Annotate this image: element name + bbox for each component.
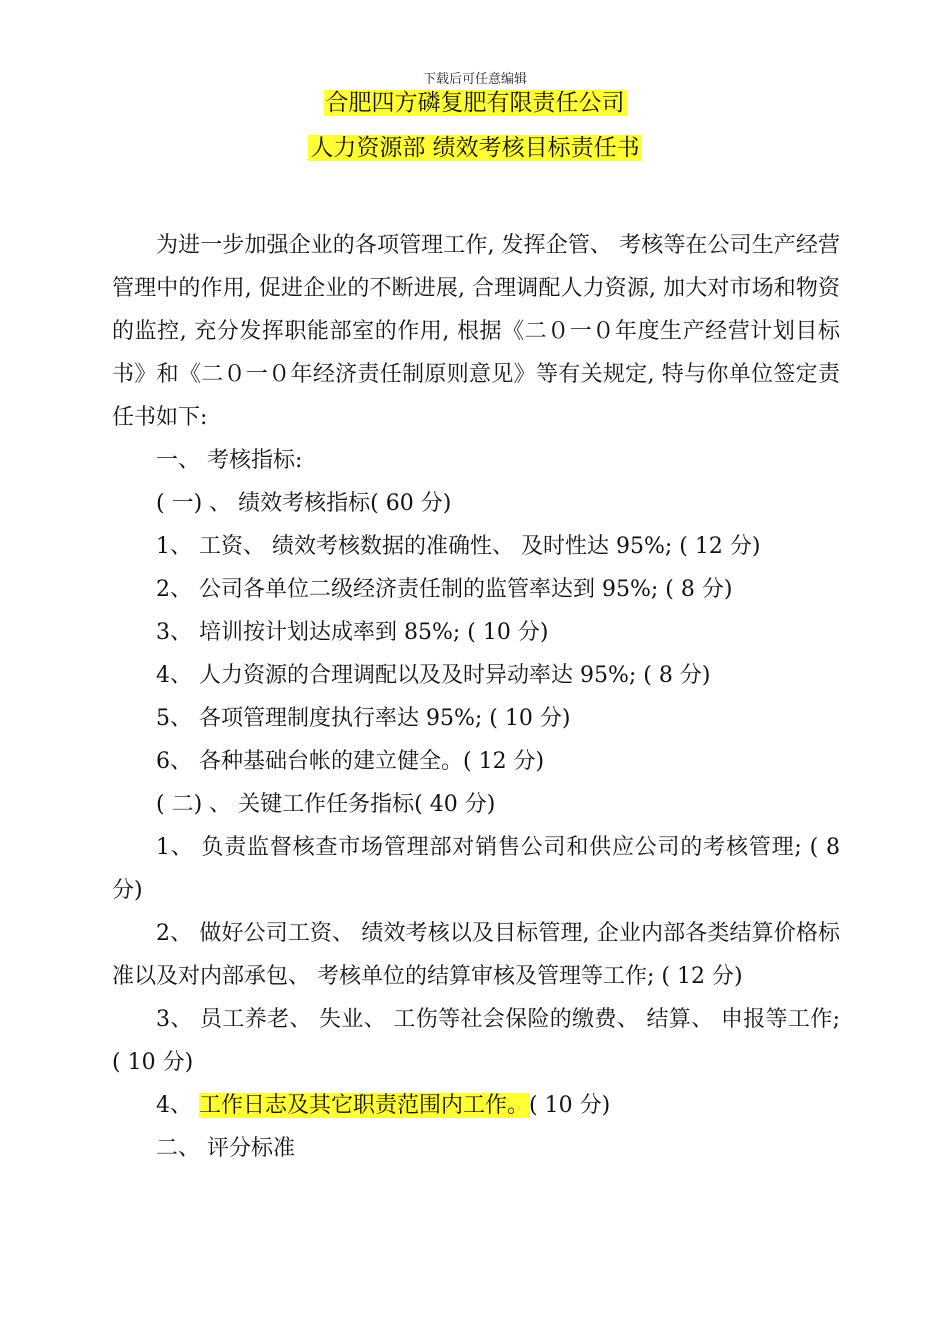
list-item: 2、 公司各单位二级经济责任制的监管率达到 95%; ( 8 分): [156, 577, 733, 602]
list-item: 1、 工资、 绩效考核数据的准确性、 及时性达 95%; ( 12 分): [156, 534, 761, 559]
section-heading-1: 一、 考核指标:: [156, 448, 303, 473]
list-item: 2、 做好公司工资、 绩效考核以及目标管理, 企业内部各类结算价格标准以及对内部承包、 考核单位的结算审核及管理等工作; ( 12 分): [112, 921, 840, 989]
subsection-heading-2: ( 二) 、 关键工作任务指标( 40 分): [156, 792, 496, 817]
document-title-text: 合肥四方磷复肥有限责任公司: [325, 90, 625, 116]
document-title: [0, 88, 950, 118]
list-item: 4、 人力资源的合理调配以及及时异动率达 95%; ( 8 分): [156, 663, 711, 688]
list-item: [112, 1084, 840, 1127]
header-note: 下载后可任意编辑: [422, 72, 527, 87]
list-item-score: ( 10 分): [529, 1093, 611, 1118]
subsection-heading-1: ( 一) 、 绩效考核指标( 60 分): [156, 491, 452, 516]
intro-paragraph: 为进一步加强企业的各项管理工作, 发挥企管、 考核等在公司生产经营管理中的作用, 促进企业的不断进展, 合理调配人力资源, 加大对市场和物资的监控, 充分发挥职能部室的作用, 根据《二０一０年度生产经营计划目标书》和《二０一０年经济责任制原则意见》等有关规定, 特与你单位签定责任书如下:: [112, 233, 840, 430]
list-item-number: 4、: [156, 1093, 199, 1118]
list-item: 5、 各项管理制度执行率达 95%; ( 10 分): [156, 706, 571, 731]
highlighted-text: 工作日志及其它职责范围内工作。: [199, 1093, 530, 1118]
list-item: 3、 培训按计划达成率到 85%; ( 10 分): [156, 620, 549, 645]
list-item: 1、 负责监督核查市场管理部对销售公司和供应公司的考核管理; ( 8 分): [112, 835, 840, 903]
list-item: 6、 各种基础台帐的建立健全。( 12 分): [156, 749, 545, 774]
section-heading-2: 二、 评分标准: [156, 1136, 295, 1161]
document-subtitle: [0, 133, 950, 163]
list-item: 3、 员工养老、 失业、 工伤等社会保险的缴费、 结算、 申报等工作; ( 10 分): [112, 1007, 840, 1075]
document-subtitle-text: 人力资源部 绩效考核目标责任书: [310, 135, 640, 161]
document-body: [112, 224, 840, 1170]
